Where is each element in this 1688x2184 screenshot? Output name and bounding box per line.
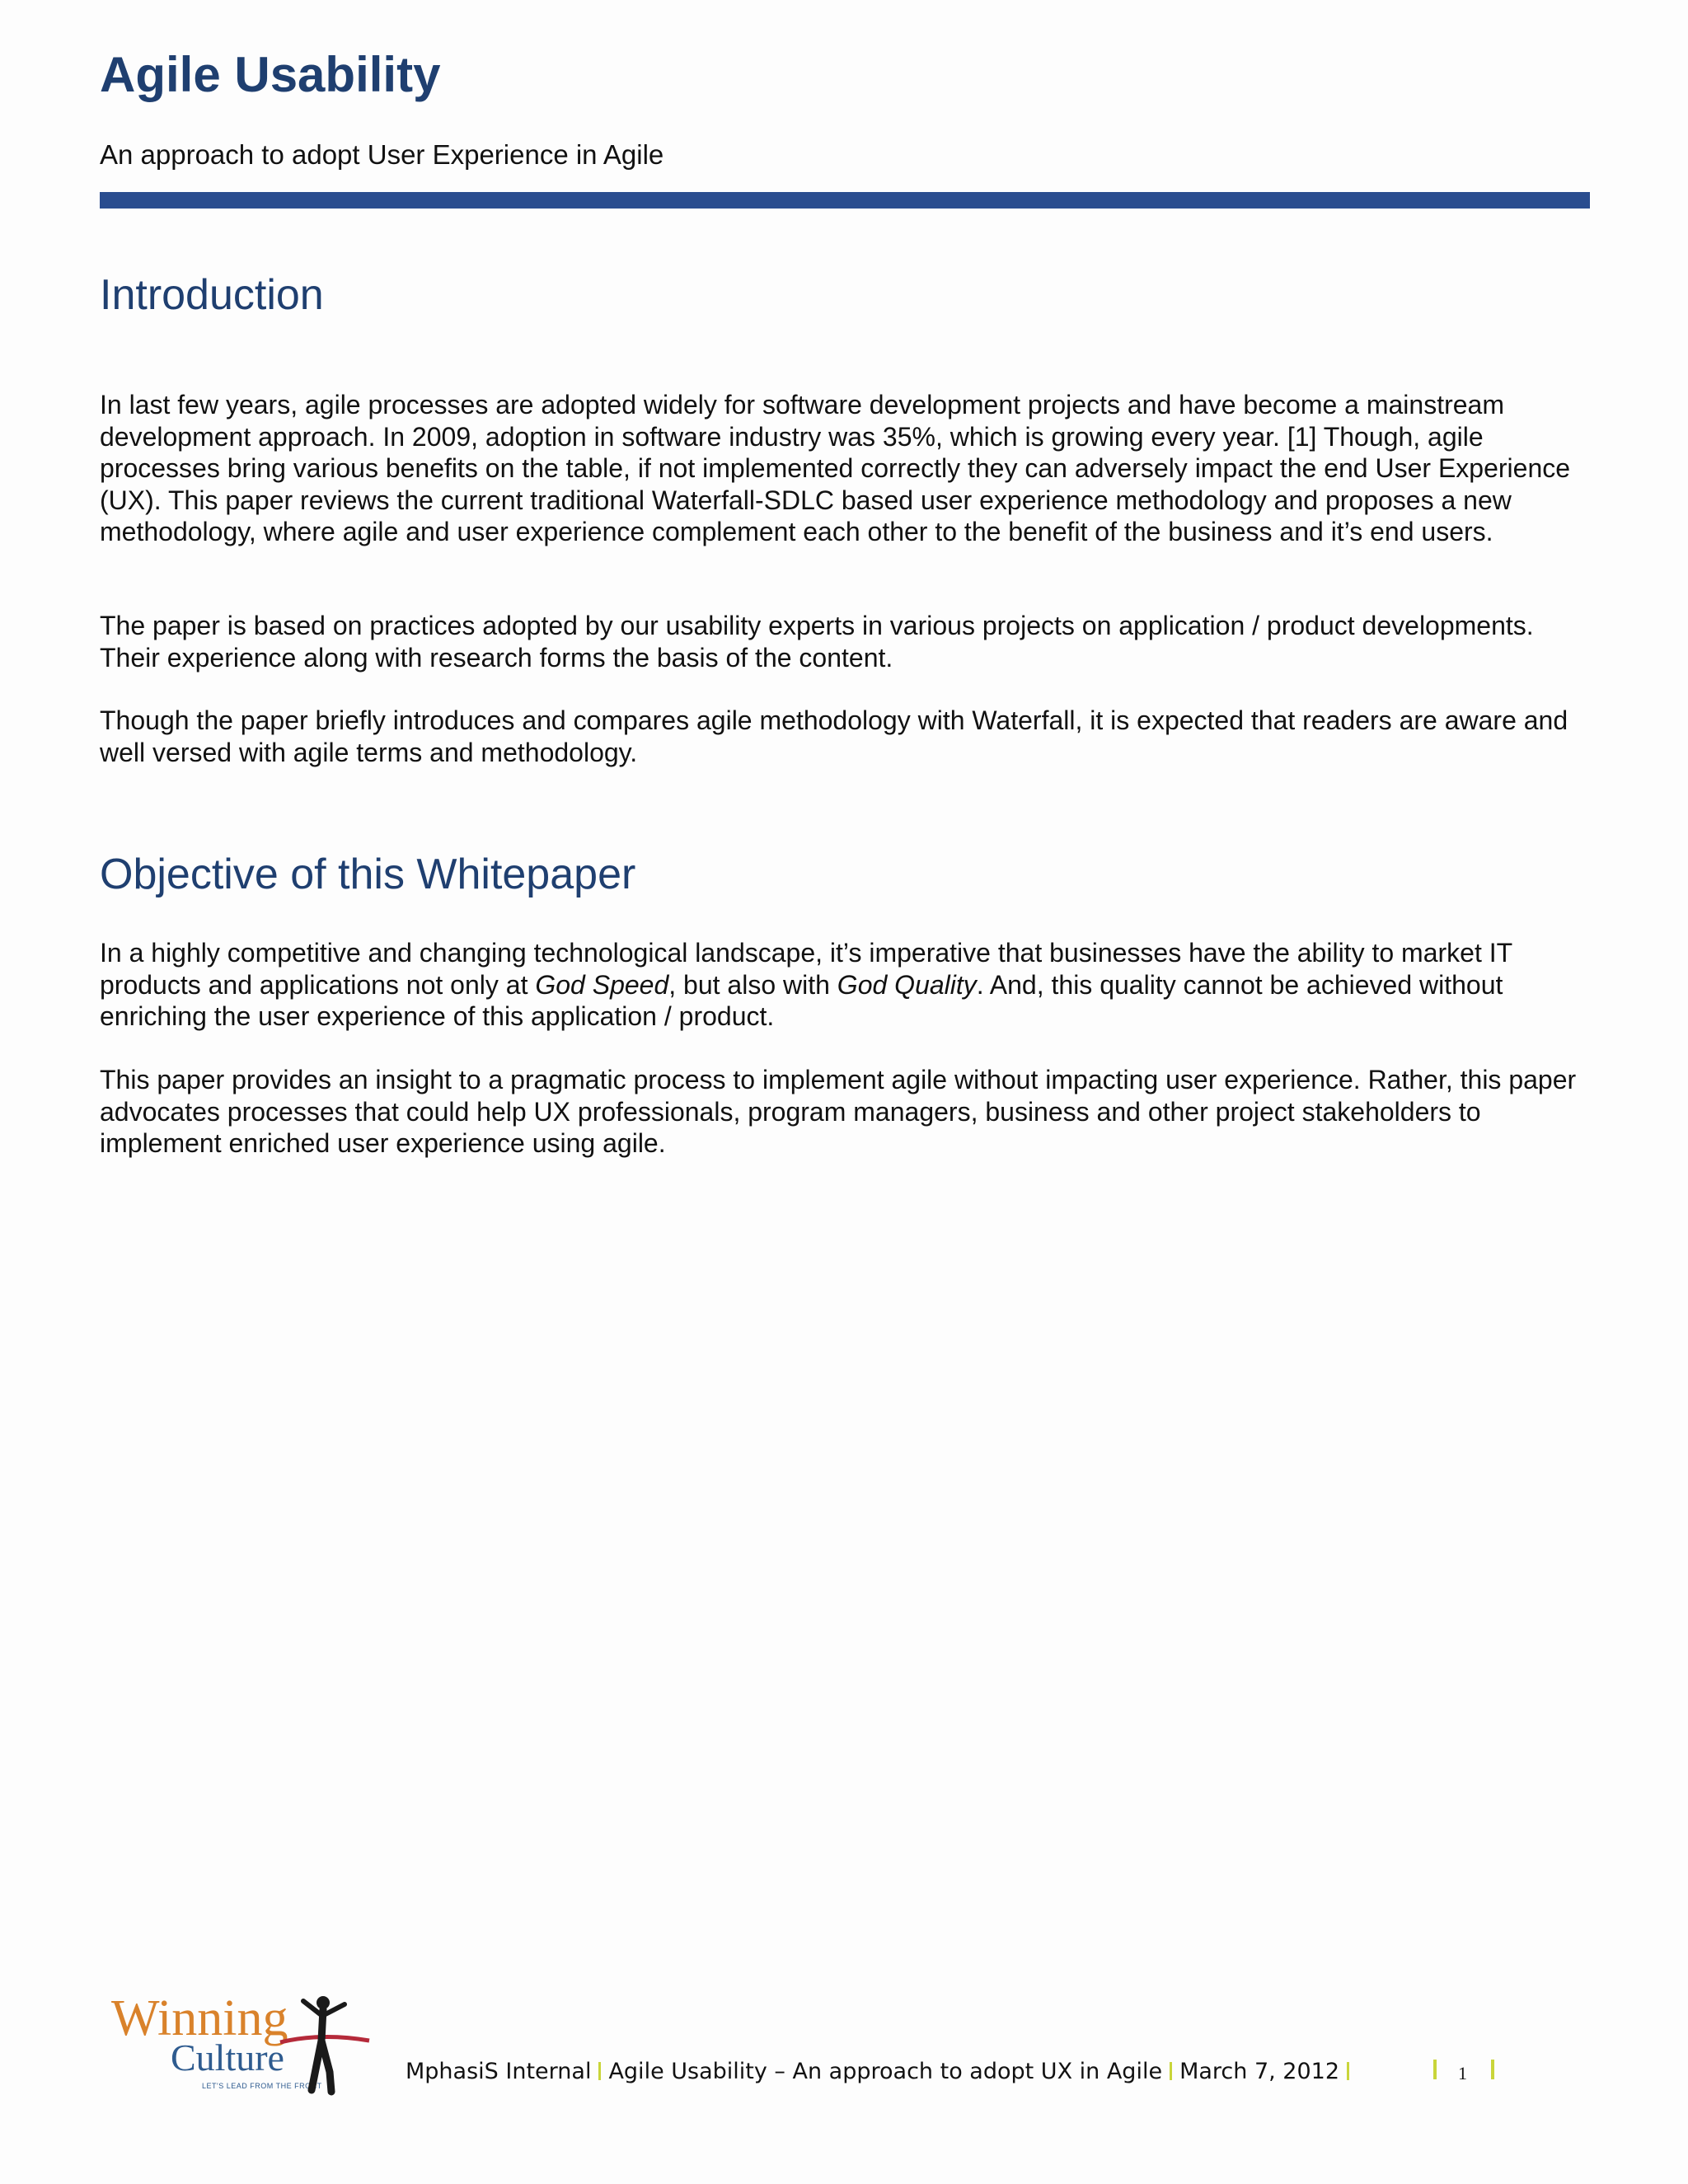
objective-paragraph-2: This paper provides an insight to a pragmatic process to implement agile without impacting user experience. Rather, this paper advocates processes that could help UX professionals, program managers, business and other project stakeholders to implement enriched user experience using agile. (100, 1065, 1577, 1158)
page-number-bar-right (1491, 2060, 1494, 2079)
page-footer (0, 1978, 1688, 2093)
section-heading-objective: Objective of this Whitepaper (100, 851, 636, 898)
page-number-bar-left (1433, 2060, 1437, 2079)
logo-tagline: LET'S LEAD FROM THE FRONT (202, 2082, 322, 2090)
runner-figure-icon (272, 1991, 371, 2098)
footer-date: March 7, 2012 (1179, 2059, 1340, 2084)
page-subtitle: An approach to adopt User Experience in Agile (100, 139, 664, 170)
intro-paragraph-1: In last few years, agile processes are adopted widely for software development projects and have become a mainstream development approach. In 2009, adoption in software industry was 35%, which is growing every year. [1] Though, agile processes bring various benefits on the table, if not implemented correctly they can adversely impact the end User Experience (UX). This paper reviews the current traditional Waterfall-SDLC based user experience methodology and proposes a new methodology, where agile and user experience complement each other to the benefit of the business and it’s end users. (100, 390, 1571, 546)
logo-word-culture: Culture (171, 2036, 284, 2079)
footer-company: MphasiS Internal (406, 2059, 592, 2084)
footer-separator (598, 2062, 601, 2080)
footer-separator (1347, 2062, 1349, 2080)
objective-paragraph-1: In a highly competitive and changing technological landscape, it’s imperative that businesses have the ability to market IT products and applications not only at God Speed, but also with God Quality. And, this quality cannot be achieved without enriching the user experience of this application / product. (100, 938, 1512, 1031)
intro-paragraph-2: The paper is based on practices adopted by our usability experts in various projects on application / product developments. Their experience along with research forms the basis of the content. (100, 611, 1534, 673)
emphasis-god-quality: God Quality (837, 969, 977, 1000)
winning-culture-logo (111, 1991, 375, 2098)
page-number-area (1430, 2058, 1512, 2083)
logo-word-winning: Winning (111, 1990, 288, 2046)
emphasis-god-speed: God Speed (535, 969, 669, 1000)
footer-text (406, 2060, 1357, 2083)
page-number: 1 (1458, 2063, 1467, 2083)
footer-separator (1170, 2062, 1172, 2080)
section-heading-introduction: Introduction (100, 271, 324, 319)
title-divider (100, 192, 1590, 209)
intro-paragraph-3: Though the paper briefly introduces and compares agile methodology with Waterfall, it is expected that readers are aware and well versed with agile terms and methodology. (100, 705, 1568, 767)
footer-doc-title: Agile Usability – An approach to adopt UX in Agile (608, 2059, 1163, 2084)
page-title: Agile Usability (100, 47, 441, 102)
